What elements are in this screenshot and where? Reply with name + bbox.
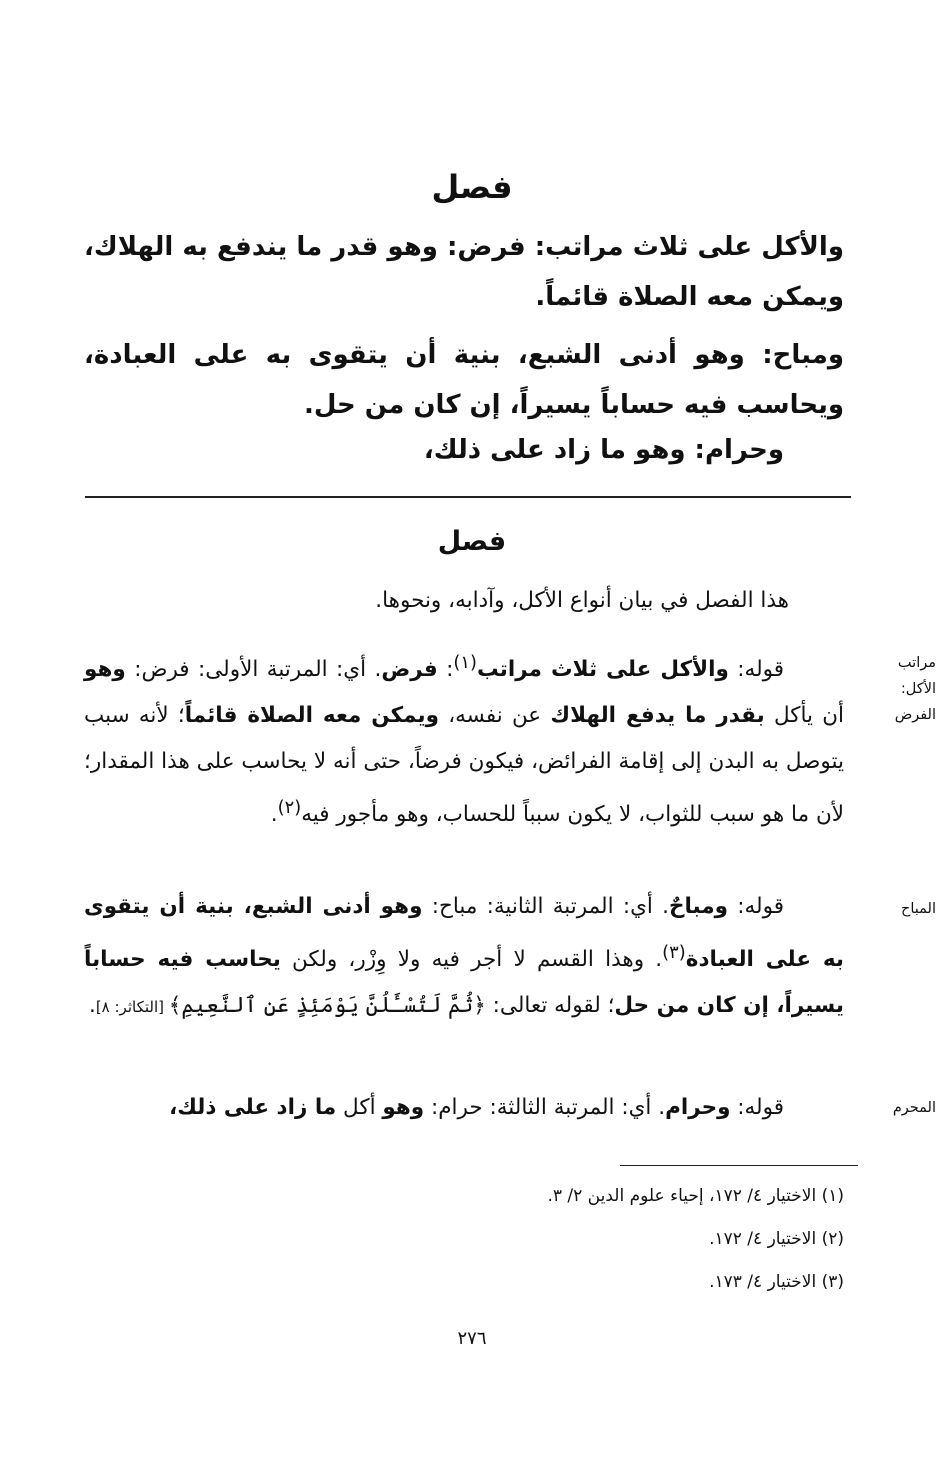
quran-verse: ﴿ثُمَّ لَتُسْـَٔلُنَّ يَوْمَئِذٍ عَنِ ٱلنَّعِيمِ﴾	[168, 993, 486, 1019]
matn-paragraph-2: ومباح: وهو أدنى الشبع، بنية أن يتقوى به على العبادة، ويحاسب فيه حساباً يسيراً، إن كان من حل.	[84, 340, 844, 420]
sharh-block-fard: قوله: والأكل على ثلاث مراتب$^{(١)}$: فرض. أي: المرتبة الأولى: فرض: وهو أن يأكل بقدر ما يدفع الهلاك عن نفسه، ويمكن معه الصلاة قائماً؛ لأنه سبب يتوصل به البدن إلى إقامة الفرائض، فيكون فرضاً، حتى أنه لا يحاسب على هذا المقدار؛ لأن ما هو سبب للثواب، لا يكون سبباً للحساب، وهو مأجور فيه$^{(٢)}$.	[84, 652, 845, 828]
footnote-3: (٣) الاختيار ٤/ ١٧٣.	[709, 1272, 844, 1292]
matn-paragraph-1: والأكل على ثلاث مراتب: فرض: وهو قدر ما يندفع به الهلاك، ويمكن معه الصلاة قائماً.	[84, 232, 844, 312]
footnote-ref-1: (١)	[453, 652, 478, 673]
footnote-1: (١) الاختيار ٤/ ١٧٢، إحياء علوم الدين ٢/ ٣.	[547, 1186, 844, 1206]
surah-reference: [التكاثر: ٨]	[95, 998, 169, 1017]
side-note-muharram: المحرم	[892, 1100, 936, 1116]
sharh-section-title: فصل	[437, 526, 507, 557]
footnote-separator	[620, 1165, 858, 1166]
sharh-block-mubah: قوله: ومباحٌ. أي: المرتبة الثانية: مباح: وهو أدنى الشبع، بنية أن يتقوى به على العبادة$^{(٣)}$. وهذا القسم لا أجر فيه ولا وِزْر، ولكن يحاسب فيه حساباً يسيراً، إن كان من حل؛ لقوله تعالى: ﴿ثُمَّ لَتُسْـَٔلُنَّ يَوْمَئِذٍ عَنِ ٱلنَّعِيمِ﴾ [التكاثر: ٨].	[84, 894, 845, 1019]
matn-paragraph-3: وحرام: وهو ما زاد على ذلك،	[423, 435, 784, 465]
page-number: ٢٧٦	[457, 1328, 487, 1349]
side-note-mubah: المباح	[901, 901, 936, 917]
section-divider	[85, 496, 851, 498]
matn-section-title: فصل	[431, 168, 513, 206]
footnote-ref-3: (٣)	[662, 942, 686, 963]
sharh-intro: هذا الفصل في بيان أنواع الأكل، وآدابه، ونحوها.	[375, 588, 789, 613]
sharh-block-muharram: قوله: وحرام. أي: المرتبة الثالثة: حرام: وهو أكل ما زاد على ذلك،	[169, 1095, 784, 1120]
footnote-ref-2: (٢)	[277, 797, 302, 819]
side-note-fard: مراتب الأكل: الفرض	[894, 655, 936, 723]
footnote-2: (٢) الاختيار ٤/ ١٧٢.	[709, 1229, 844, 1249]
